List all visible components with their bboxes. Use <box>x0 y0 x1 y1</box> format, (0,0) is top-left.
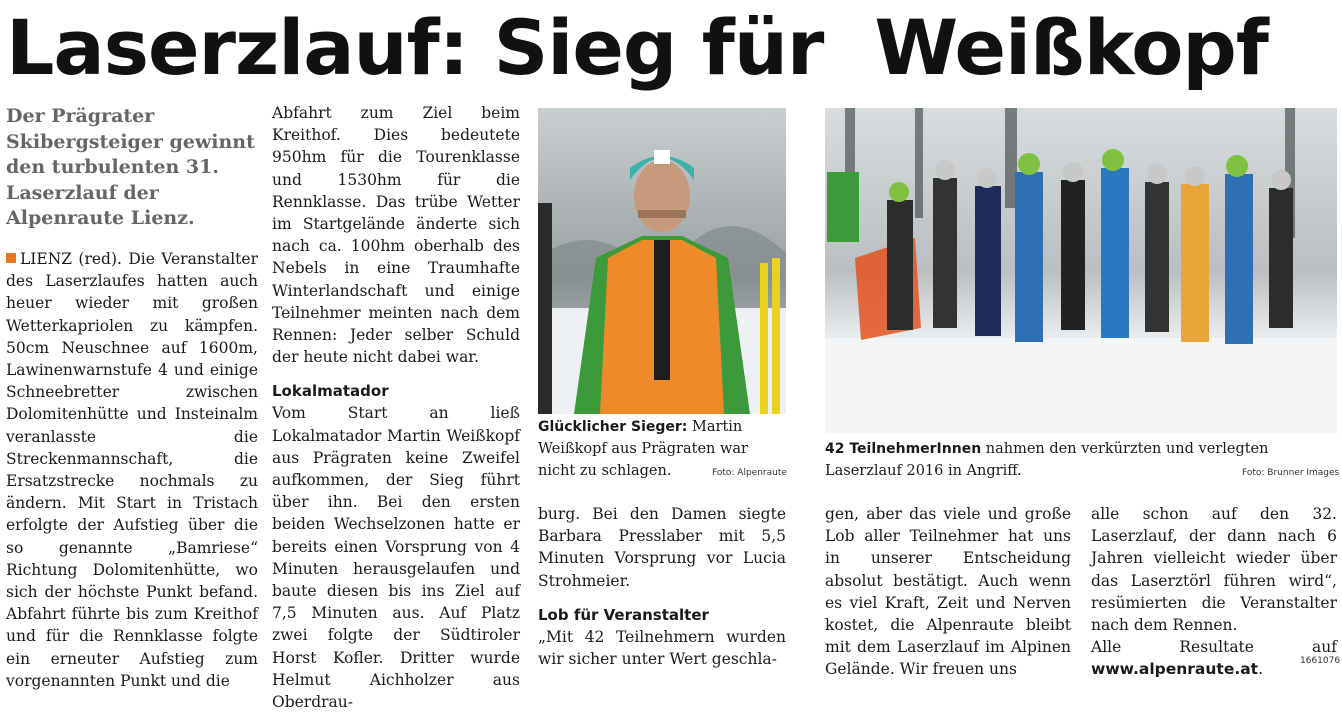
race-start-photo <box>825 108 1337 434</box>
document-id: 1661076 <box>1300 656 1341 666</box>
column-2-text-2: Vom Start an ließ Lokalmatador Martin Weißkopf aus Prägraten keine Zweifel aufkommen, der Sieg führt über ihn. Bei den ersten beiden Wechselzonen hatte er bereits einen Vorsprung von 4 Minuten herausgelaufen und baute diesen bis ins Ziel auf 7,5 Minuten aus. Auf Platz zwei folgte der Südtiroler Horst Kofler. Dritter wurde Helmut Aichholzer aus Oberdrau- <box>272 404 520 712</box>
winner-photo-caption: Glücklicher Sieger: Martin Weißkopf aus Prägraten war nicht zu schlagen. <box>538 419 748 479</box>
winner-photo-image <box>538 108 786 414</box>
location-marker-icon <box>6 253 16 263</box>
column-5 <box>1091 503 1337 681</box>
winner-photo-credit: Foto: Alpenraute <box>712 468 787 478</box>
column-3 <box>538 503 786 670</box>
article-lead: Der Prägrater Skibergsteiger gewinnt den turbulenten 31. Laserzlauf der Alpenraute Lienz. <box>6 105 255 229</box>
subhead-lob-fuer-veranstalter: Lob für Veranstalter <box>538 605 709 624</box>
race-start-photo-credit: Foto: Brunner Images <box>1242 468 1340 478</box>
column-2-text-1: Abfahrt zum Ziel beim Kreithof. Dies bedeutete 950hm für die Tourenklasse und 1530hm für die Rennklasse. Das trübe Wetter im Startgelände änderte sich nach ca. 100hm oberhalb des Nebels in eine Traumhafte Winterlandschaft und einige Teilnehmer meinten nach dem Rennen: Jeder selber Schuld der heute nicht dabei war. <box>272 104 520 367</box>
results-url-link[interactable]: www.alpenraute.at <box>1091 660 1259 679</box>
race-start-photo-caption: 42 TeilnehmerInnen nahmen den verkürzten und verlegten Laserzlauf 2016 in Angriff. <box>825 441 1269 479</box>
article-headline: Laserzlauf: Sieg für Weißkopf <box>6 3 1268 92</box>
column-2 <box>272 102 520 713</box>
column-3-text-1: burg. Bei den Damen siegte Barbara Presslaber mit 5,5 Minuten Vorsprung vor Lucia Strohmeier. <box>538 505 786 590</box>
winner-photo <box>538 108 786 414</box>
column-4 <box>825 503 1071 681</box>
column-3-text-2: „Mit 42 Teilnehmern wurden wir sicher unter Wert geschla- <box>538 627 786 669</box>
results-text: Alle Resultate auf <box>1091 638 1337 657</box>
subhead-lokalmatador: Lokalmatador <box>272 382 389 401</box>
dateline: LIENZ (red). <box>20 250 122 268</box>
column-1-text: Die Veranstalter des Laserzlaufes hatten auch heuer wieder mit großen Wetterkapriolen zu kämpfen. 50cm Neuschnee auf 1600m, Lawinenwarnstufe 4 und einige Schneebretter zwischen Dolomitenhütte und Insteinalm veranlasste die Streckenmannschaft, die Ersatzstrecke nochmals zu ändern. Mit Start in Tristach erfolgte der Aufstieg über die so genannte „Bamriese“ Richtung Dolomitenhütte, wo sich der höchste Punkt befand. Abfahrt führte bis zum Kreithof und für die Rennklasse folgte ein erneuter Aufstieg zum vorgenannten Punkt und die <box>6 250 258 690</box>
column-4-text: gen, aber das viele und große Lob aller Teilnehmer hat uns in unserer Entscheidung absolut bestätigt. Auch wenn es viel Kraft, Zeit und Nerven kostet, die Alpenraute bleibt mit dem Laserzlauf im Alpinen Gelände. Wir freuen uns <box>825 505 1071 679</box>
results-end: . <box>1258 660 1264 679</box>
column-1 <box>6 248 258 692</box>
race-start-photo-image <box>825 108 1337 434</box>
column-5-text: alle schon auf den 32. Laserzlauf, der dann nach 6 Jahren vielleicht wieder über das Laserztörl führen wird“, resümierten die Veranstalter nach dem Rennen. <box>1091 505 1337 635</box>
